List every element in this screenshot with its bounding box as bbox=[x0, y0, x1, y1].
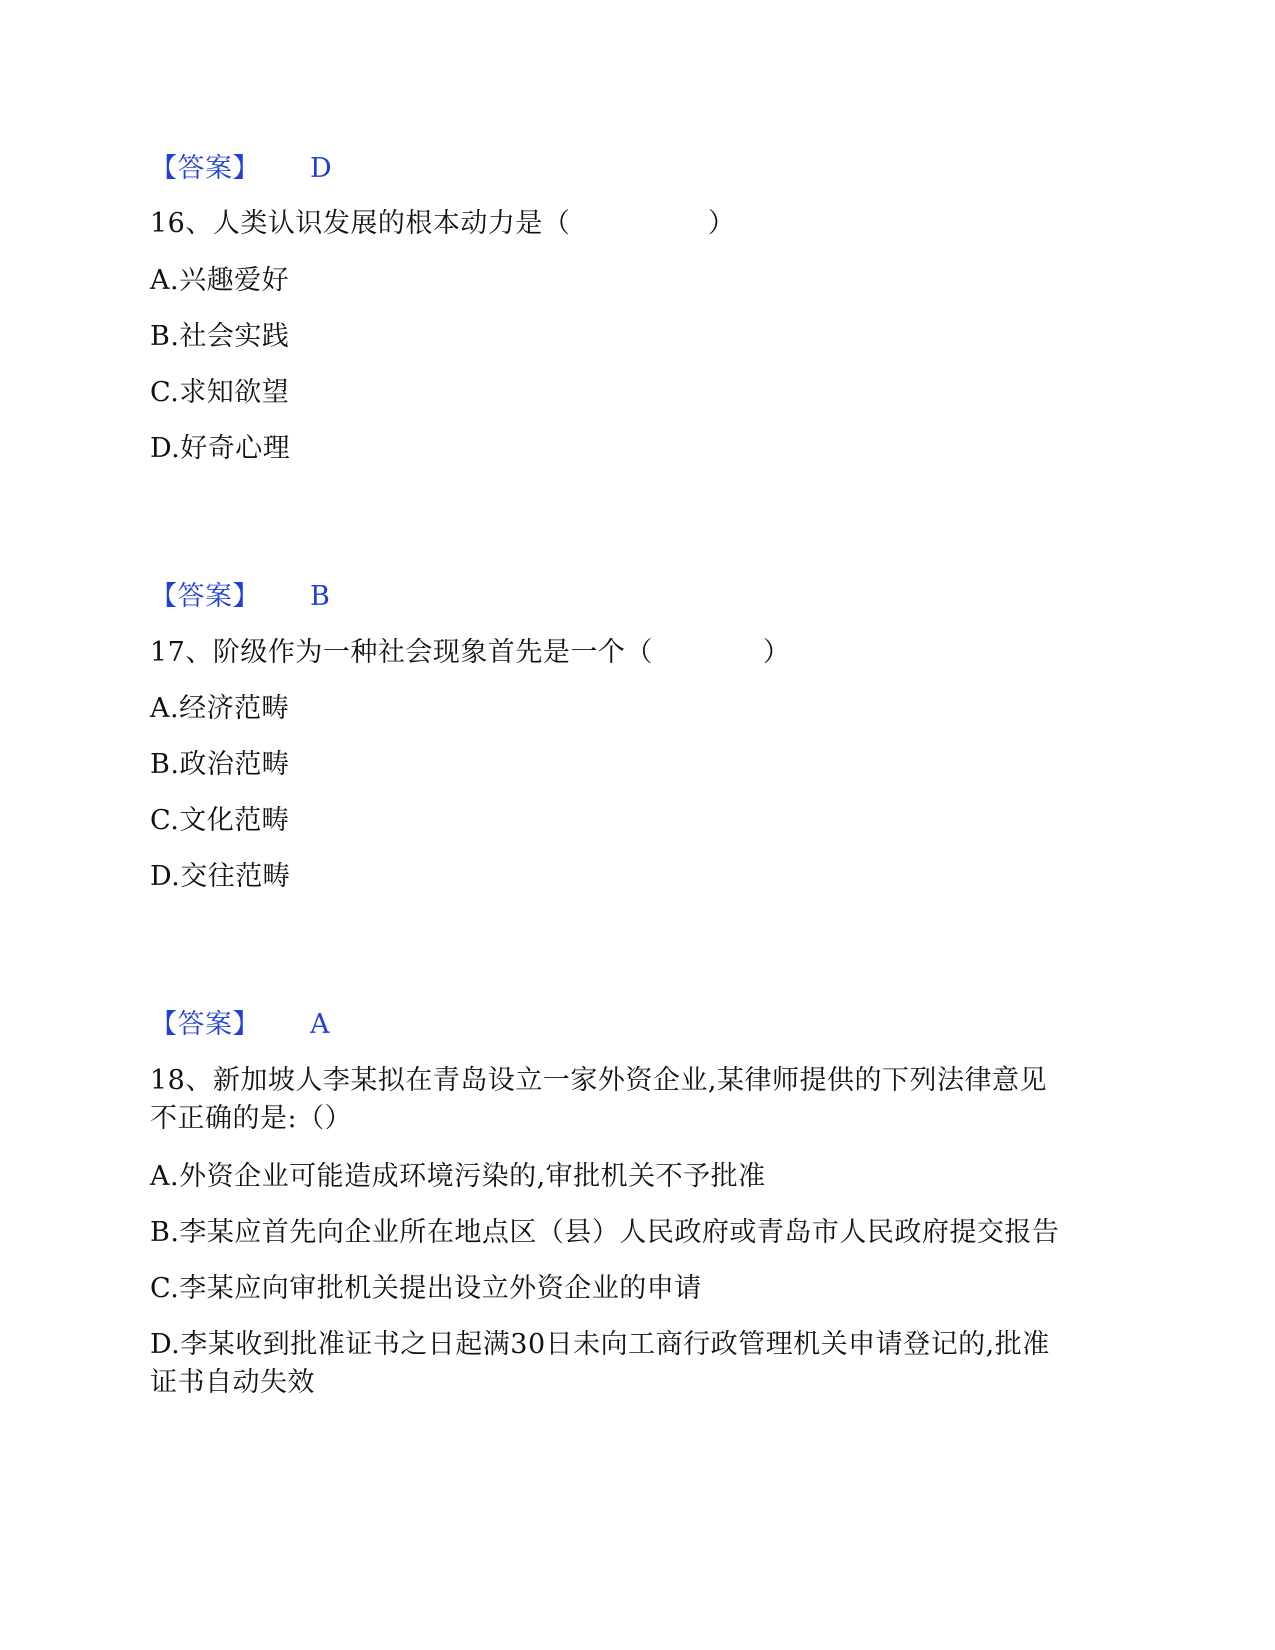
question-17: 17、阶级作为一种社会现象首先是一个（ ） bbox=[150, 637, 791, 668]
answer-label: 【答案】 bbox=[150, 1009, 260, 1040]
option-17-a: A.经济范畴 bbox=[150, 693, 290, 724]
option-18-b: B.李某应首先向企业所在地点区（县）人民政府或青岛市人民政府提交报告 bbox=[150, 1217, 1060, 1248]
option-16-b: B.社会实践 bbox=[150, 321, 290, 352]
option-18-d-line-2: 证书自动失效 bbox=[150, 1367, 315, 1398]
answer-label: 【答案】 bbox=[150, 581, 260, 612]
option-17-b: B.政治范畴 bbox=[150, 749, 290, 780]
answer-value: D bbox=[310, 153, 333, 184]
answer-line bbox=[150, 150, 333, 188]
question-18-line-2: 不正确的是:（） bbox=[150, 1103, 353, 1134]
answer-label: 【答案】 bbox=[150, 153, 260, 184]
question-18-line-1: 18、新加坡人李某拟在青岛设立一家外资企业,某律师提供的下列法律意见 bbox=[150, 1065, 1047, 1096]
option-18-d-line-1: D.李某收到批准证书之日起满30日未向工商行政管理机关申请登记的,批准 bbox=[150, 1329, 1050, 1360]
answer-value: B bbox=[310, 581, 331, 612]
option-17-d: D.交往范畴 bbox=[150, 861, 291, 892]
option-17-c: C.文化范畴 bbox=[150, 805, 290, 836]
option-16-d: D.好奇心理 bbox=[150, 433, 291, 464]
answer-line bbox=[150, 1006, 330, 1044]
question-16: 16、人类认识发展的根本动力是（ ） bbox=[150, 208, 736, 239]
answer-value: A bbox=[310, 1009, 330, 1040]
option-18-c: C.李某应向审批机关提出设立外资企业的申请 bbox=[150, 1273, 702, 1304]
option-16-c: C.求知欲望 bbox=[150, 377, 290, 408]
answer-line bbox=[150, 578, 331, 616]
option-18-a: A.外资企业可能造成环境污染的,审批机关不予批准 bbox=[150, 1161, 766, 1192]
option-16-a: A.兴趣爱好 bbox=[150, 265, 290, 296]
